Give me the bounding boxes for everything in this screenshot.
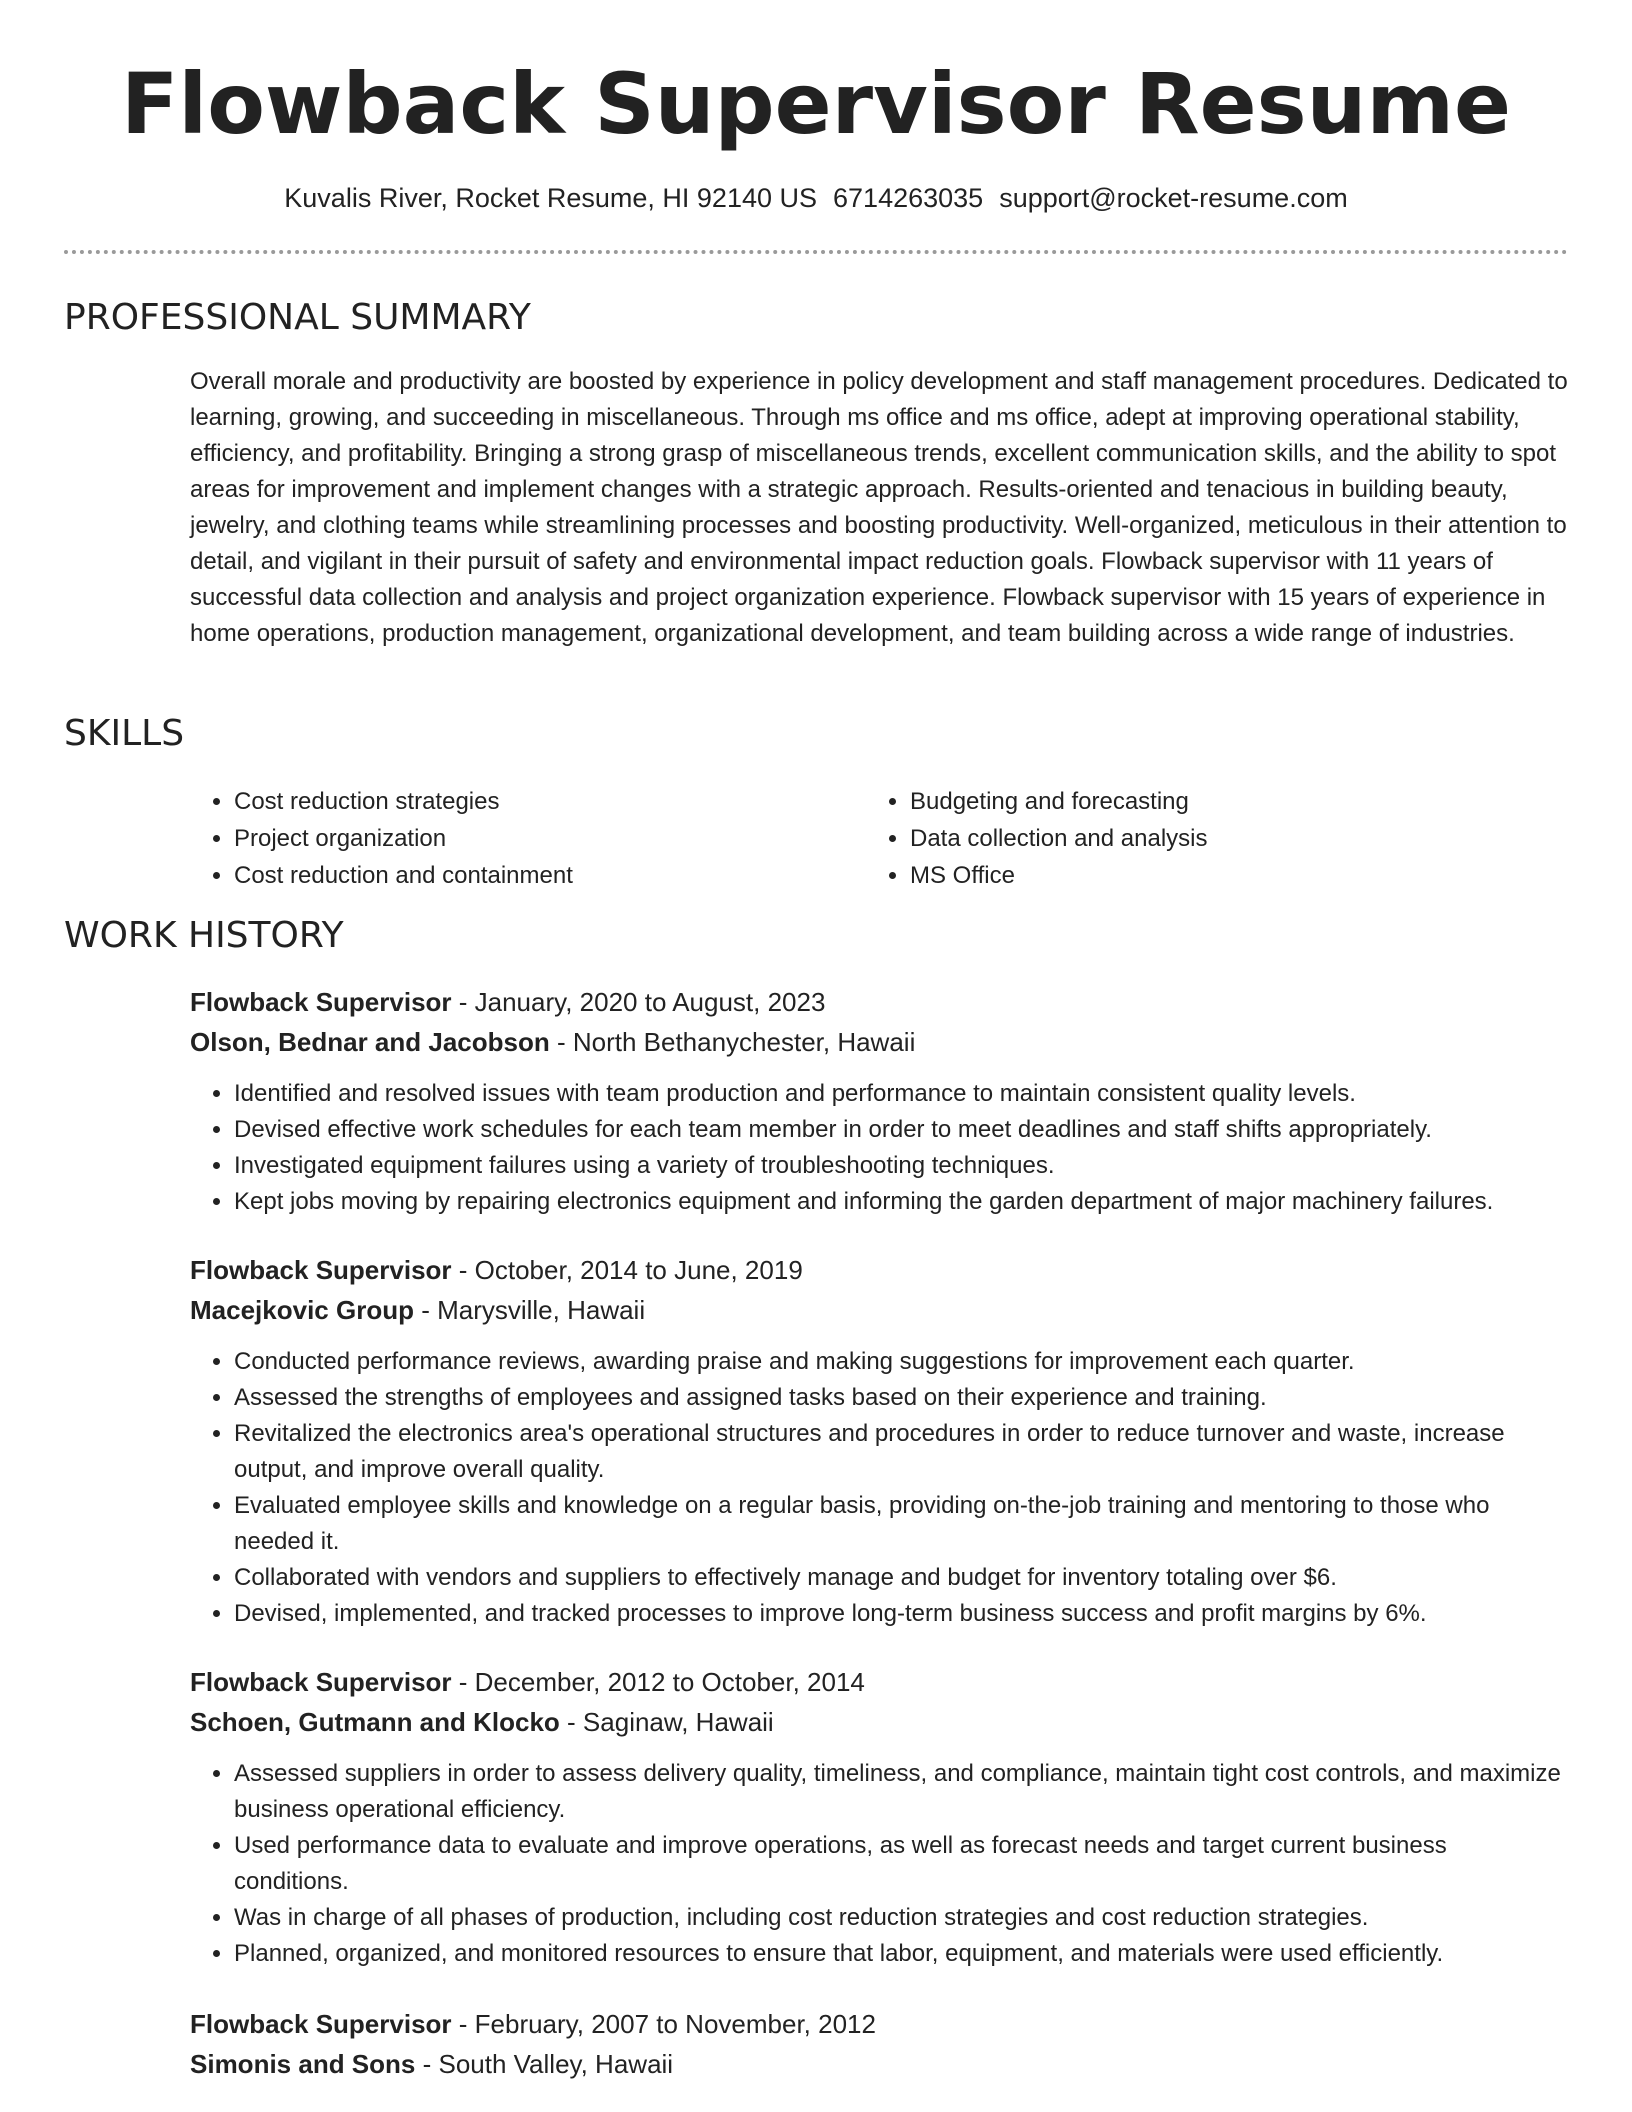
skill-item: • Cost reduction strategies	[234, 783, 573, 820]
job-bullet: • Conducted performance reviews, awarding praise and making suggestions for improvement each quarter.	[234, 1344, 1568, 1380]
job-bullet: • Was in charge of all phases of production, including cost reduction strategies and cost reduction strategies.	[234, 1900, 1568, 1936]
job-company-line	[190, 1702, 1568, 1742]
job-company: Simonis and Sons	[190, 2049, 416, 2079]
job-dates: - October, 2014 to June, 2019	[451, 1255, 803, 1285]
job-bullet: • Assessed the strengths of employees and assigned tasks based on their experience and training.	[234, 1380, 1568, 1416]
job-title-line	[190, 1662, 1568, 1702]
job-dates: - February, 2007 to November, 2012	[451, 2009, 876, 2039]
job-bullet: • Collaborated with vendors and suppliers to effectively manage and budget for inventory totaling over $6.	[234, 1560, 1568, 1596]
job-company-line	[190, 1022, 1568, 1062]
job-company: Olson, Bednar and Jacobson	[190, 1027, 550, 1057]
job-entry	[190, 2004, 1568, 2084]
skills-heading: SKILLS	[64, 713, 185, 754]
job-bullets	[190, 1076, 1568, 1220]
job-company-line	[190, 2044, 1568, 2084]
job-bullets	[190, 1344, 1568, 1632]
job-bullet: • Kept jobs moving by repairing electronics equipment and informing the garden department of major machinery failures.	[234, 1184, 1568, 1220]
skills-column-right	[866, 783, 1208, 894]
job-bullet: • Devised effective work schedules for each team member in order to meet deadlines and staff shifts appropriately.	[234, 1112, 1568, 1148]
skill-item: • Project organization	[234, 820, 573, 857]
resume-title: Flowback Supervisor Resume	[121, 55, 1511, 153]
job-title-line	[190, 1250, 1568, 1290]
job-bullet: • Planned, organized, and monitored resources to ensure that labor, equipment, and materials were used efficiently.	[234, 1936, 1568, 1972]
job-bullet: • Used performance data to evaluate and improve operations, as well as forecast needs and target current business conditions.	[234, 1828, 1568, 1900]
contact-line	[0, 178, 1632, 218]
job-dates: - December, 2012 to October, 2014	[451, 1667, 865, 1697]
summary-heading: PROFESSIONAL SUMMARY	[64, 297, 531, 338]
skills-column-left	[190, 783, 573, 894]
job-title-line	[190, 982, 1568, 1022]
job-company-line	[190, 1290, 1568, 1330]
job-title-line	[190, 2004, 1568, 2044]
job-title: Flowback Supervisor	[190, 2009, 452, 2039]
job-bullet: • Devised, implemented, and tracked processes to improve long-term business success and profit margins by 6%.	[234, 1596, 1568, 1632]
job-bullet: • Identified and resolved issues with team production and performance to maintain consistent quality levels.	[234, 1076, 1568, 1112]
job-bullet: • Investigated equipment failures using a variety of troubleshooting techniques.	[234, 1148, 1568, 1184]
job-company: Schoen, Gutmann and Klocko	[190, 1707, 560, 1737]
job-location: - Saginaw, Hawaii	[559, 1707, 774, 1737]
summary-text: Overall morale and productivity are boosted by experience in policy development and staff management procedures. Dedicated to learning, growing, and succeeding in miscellaneous. Through ms office and ms office, adept at improving operational stability, efficiency, and profitability. Bringing a strong grasp of miscellaneous trends, excellent communication skills, and the ability to spot areas for improvement and implement changes with a strategic approach. Results-oriented and tenacious in building beauty, jewelry, and clothing teams while streamlining processes and boosting productivity. Well-organized, meticulous in their attention to detail, and vigilant in their pursuit of safety and environmental impact reduction goals. Flowback supervisor with 11 years of successful data collection and analysis and project organization experience. Flowback supervisor with 15 years of experience in home operations, production management, organizational development, and team building across a wide range of industries.	[190, 368, 1568, 647]
job-bullet: • Revitalized the electronics area's operational structures and procedures in order to reduce turnover and waste, increase output, and improve overall quality.	[234, 1416, 1568, 1488]
job-bullets	[190, 1756, 1568, 1972]
job-location: - South Valley, Hawaii	[415, 2049, 674, 2079]
job-bullet: • Assessed suppliers in order to assess delivery quality, timeliness, and compliance, maintain tight cost controls, and maximize business operational efficiency.	[234, 1756, 1568, 1828]
job-title: Flowback Supervisor	[190, 987, 452, 1017]
skill-item: • Cost reduction and containment	[234, 857, 573, 894]
job-entry	[190, 1250, 1568, 1632]
job-location: - Marysville, Hawaii	[413, 1295, 646, 1325]
job-title: Flowback Supervisor	[190, 1255, 452, 1285]
contact-email[interactable]: support@rocket-resume.com	[999, 183, 1348, 213]
skill-item: • Data collection and analysis	[910, 820, 1208, 857]
contact-phone: 6714263035	[833, 183, 984, 213]
contact-address: Kuvalis River, Rocket Resume, HI 92140 US	[284, 183, 818, 213]
skill-item: • MS Office	[910, 857, 1208, 894]
work-history-heading: WORK HISTORY	[64, 915, 344, 956]
job-company: Macejkovic Group	[190, 1295, 414, 1325]
job-title: Flowback Supervisor	[190, 1667, 452, 1697]
header-divider	[64, 250, 1568, 254]
job-location: - North Bethanychester, Hawaii	[549, 1027, 916, 1057]
job-dates: - January, 2020 to August, 2023	[451, 987, 826, 1017]
job-bullet: • Evaluated employee skills and knowledge on a regular basis, providing on-the-job training and mentoring to those who needed it.	[234, 1488, 1568, 1560]
skill-item: • Budgeting and forecasting	[910, 783, 1208, 820]
job-entry	[190, 982, 1568, 1220]
job-entry	[190, 1662, 1568, 1972]
